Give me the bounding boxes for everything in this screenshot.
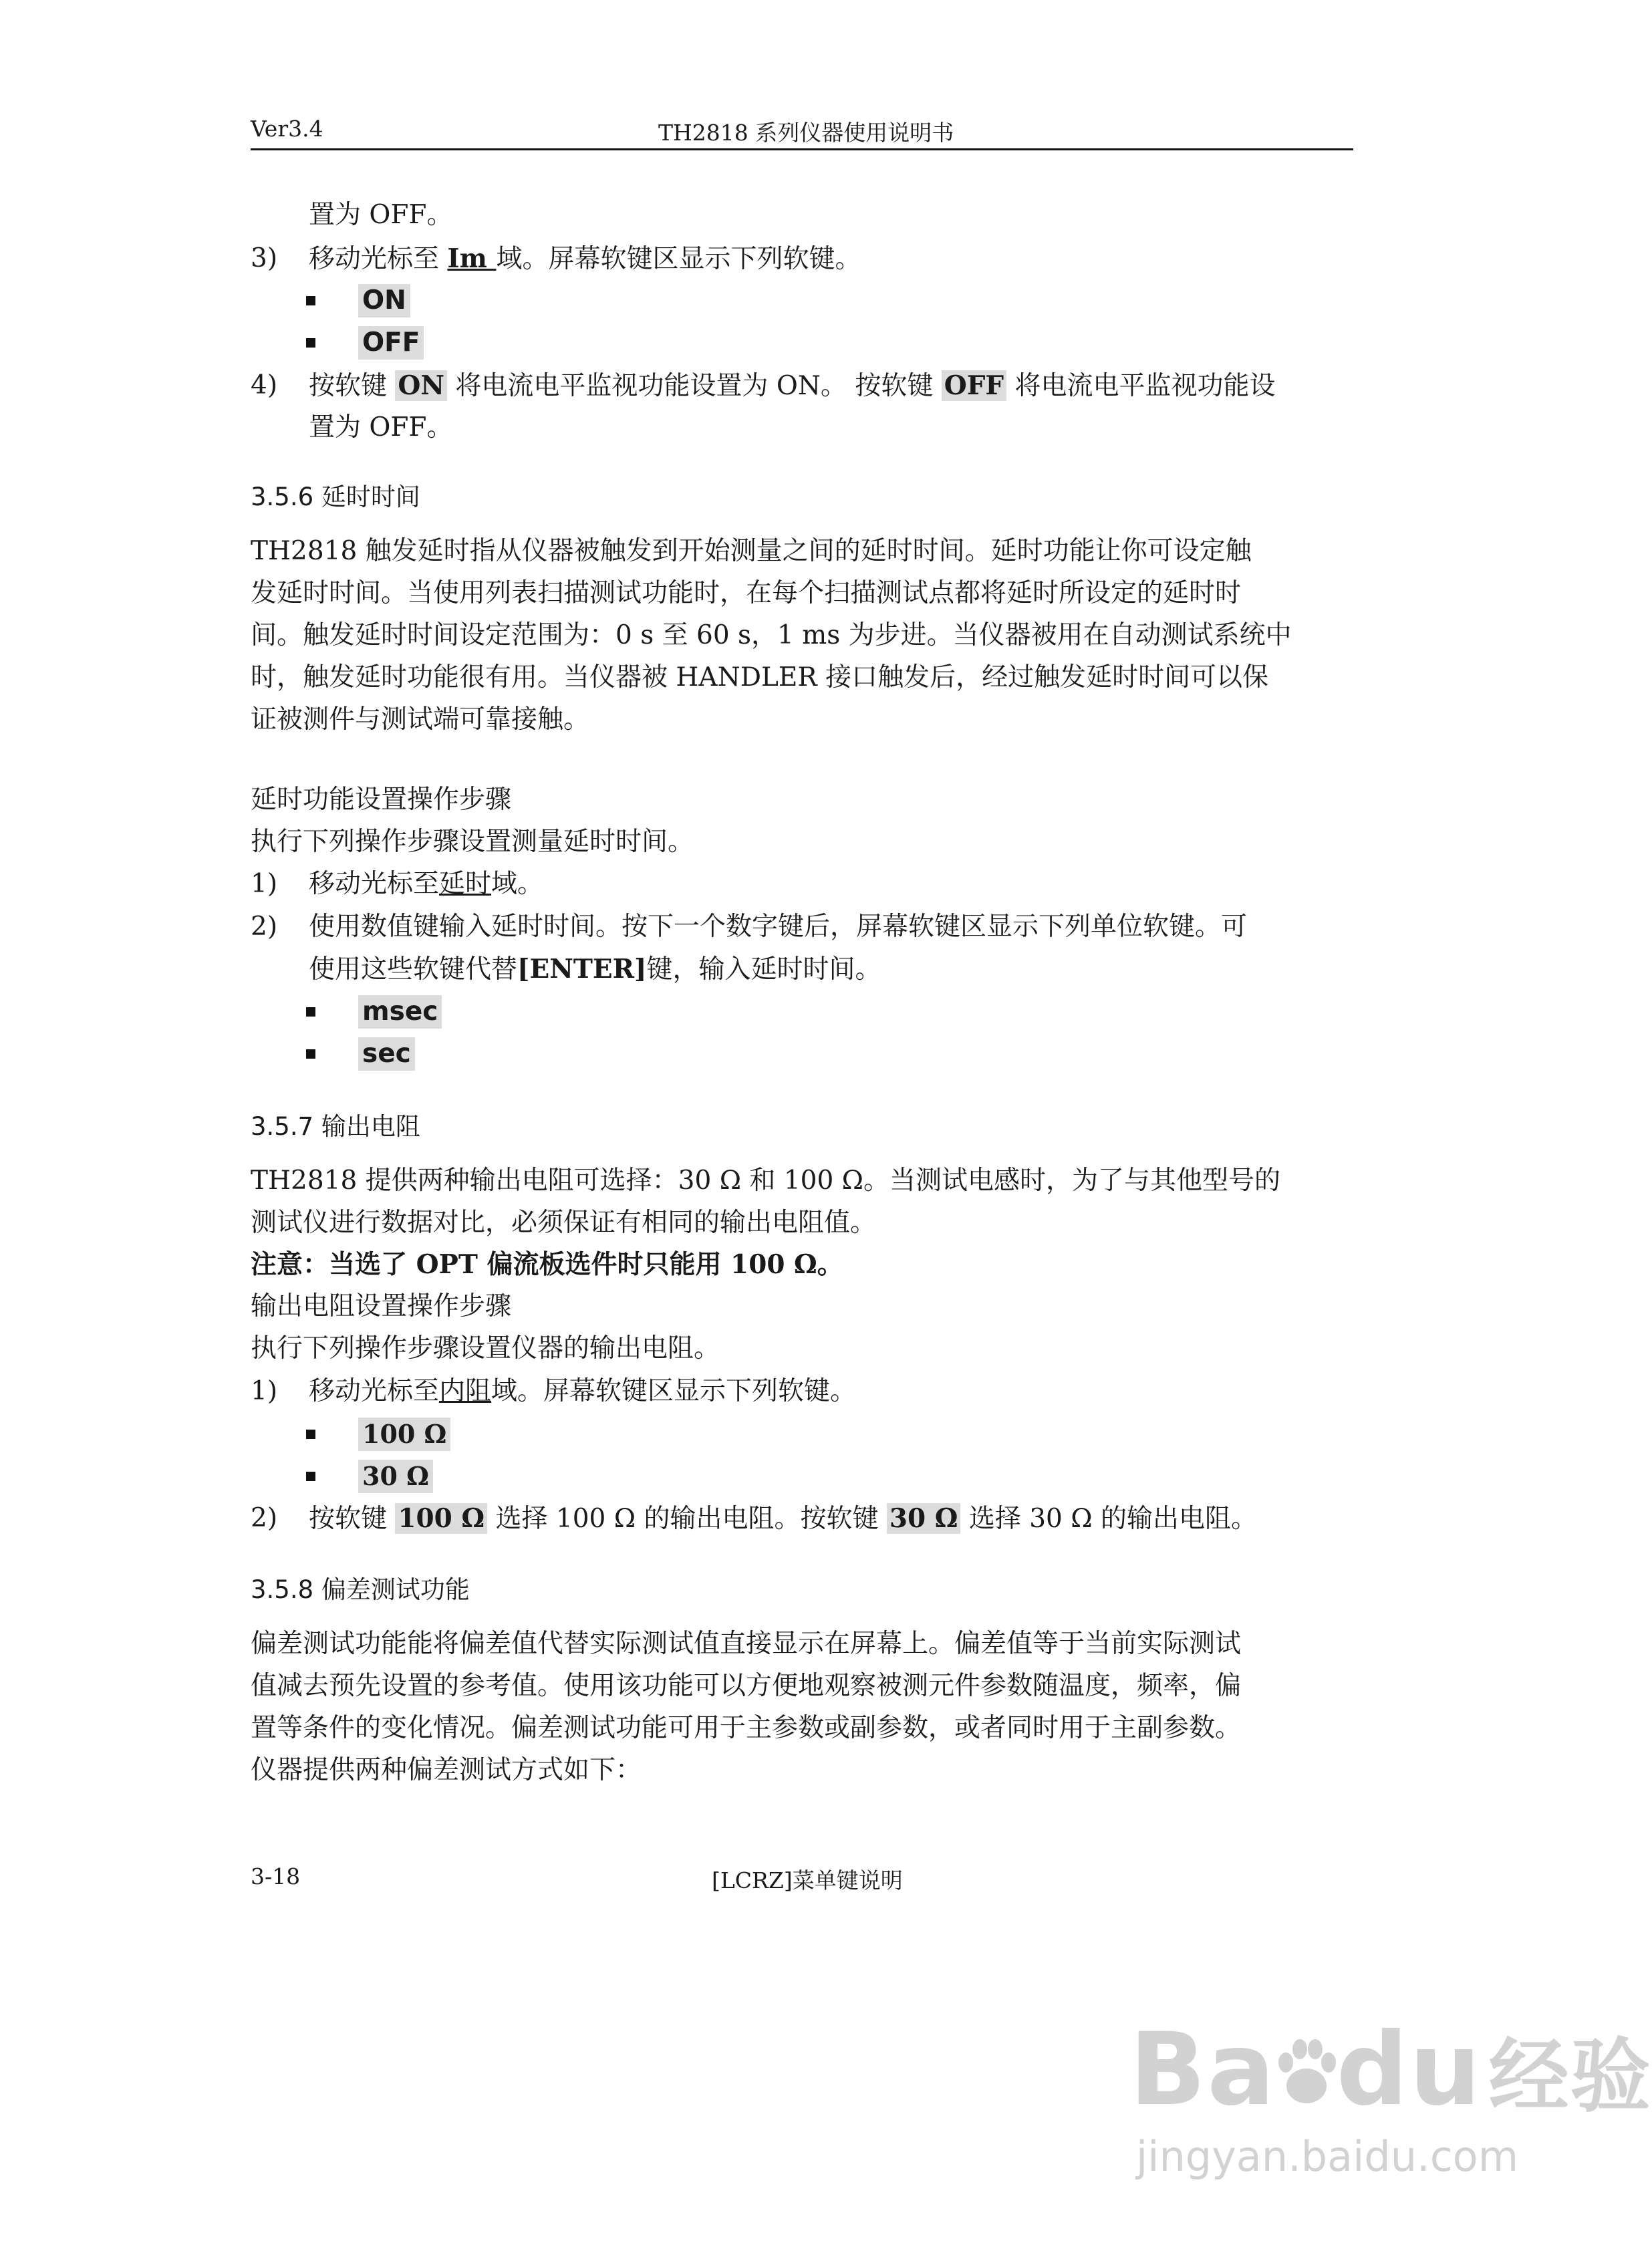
header-version: Ver3.4 xyxy=(251,116,323,142)
step-number: 3) xyxy=(251,243,278,273)
step-3: 移动光标至 Im 域。屏幕软键区显示下列软键。 xyxy=(309,243,861,274)
bullet-icon xyxy=(306,1472,315,1481)
step-4-line1: 按软键 ON 将电流电平监视功能设置为 ON。 按软键 OFF 将电流电平监视功能设 xyxy=(309,370,1276,401)
step-number: 4) xyxy=(251,370,278,400)
para-line: 发延时时间。当使用列表扫描测试功能时，在每个扫描测试点都将延时所设定的延时时 xyxy=(251,578,1242,608)
key-off: OFF xyxy=(942,370,1006,401)
im-field: Im xyxy=(447,243,497,274)
step-4-line2: 置为 OFF。 xyxy=(309,412,453,442)
key-on: ON xyxy=(395,370,447,401)
para-line: 证被测件与测试端可靠接触。 xyxy=(251,704,590,735)
bullet-icon xyxy=(306,1007,315,1017)
delay-step-2-line1: 使用数值键输入延时时间。按下一个数字键后，屏幕软键区显示下列单位软键。可 xyxy=(309,912,1248,942)
resistance-step-1: 移动光标至内阻域。屏幕软键区显示下列软键。 xyxy=(309,1376,857,1406)
delay-step-2-line2: 使用这些软键代替[ENTER]键，输入延时时间。 xyxy=(309,954,881,984)
para-line: TH2818 提供两种输出电阻可选择：30 Ω 和 100 Ω。当测试电感时，为了与其他型号的 xyxy=(251,1166,1280,1196)
page-number: 3-18 xyxy=(251,1863,301,1889)
para-line: 时，触发延时功能很有用。当仪器被 HANDLER 接口触发后，经过触发延时时间可以保 xyxy=(251,662,1269,692)
delay-field: 延时 xyxy=(439,869,492,899)
resistance-field: 内阻 xyxy=(439,1376,492,1406)
resistance-step-2: 按软键 100 Ω 选择 100 Ω 的输出电阻。按软键 30 Ω 选择 30 Ω 的输出电阻。 xyxy=(309,1503,1258,1534)
enter-key: [ENTER] xyxy=(517,954,647,984)
para-line: 测试仪进行数据对比，必须保证有相同的输出电阻值。 xyxy=(251,1208,877,1238)
section-heading-356: 3.5.6 延时时间 xyxy=(251,483,420,511)
note: 注意：当选了 OPT 偏流板选件时只能用 100 Ω。 xyxy=(251,1249,843,1280)
header-title: TH2818 系列仪器使用说明书 xyxy=(658,120,954,146)
softkey-sec: sec xyxy=(358,1037,415,1071)
header-rule xyxy=(251,148,1353,150)
step-number: 1) xyxy=(251,869,278,899)
bullet-icon xyxy=(306,1049,315,1059)
softkey-30-ohm: 30 Ω xyxy=(358,1460,433,1493)
para-line: 偏差测试功能能将偏差值代替实际测试值直接显示在屏幕上。偏差值等于当前实际测试 xyxy=(251,1629,1242,1659)
para-line: 值减去预先设置的参考值。使用该功能可以方便地观察被测元件参数随温度，频率，偏 xyxy=(251,1671,1242,1701)
softkey-100-ohm: 100 Ω xyxy=(358,1418,450,1451)
bullet-icon xyxy=(306,296,315,305)
softkey-msec: msec xyxy=(358,995,442,1029)
delay-subheading: 延时功能设置操作步骤 xyxy=(251,785,512,815)
softkey-off: OFF xyxy=(358,326,424,360)
key-30-ohm: 30 Ω xyxy=(887,1503,961,1534)
para-line: 间。触发延时时间设定范围为：0 s 至 60 s，1 ms 为步进。当仪器被用在自动测试系统中 xyxy=(251,620,1292,650)
step-number: 1) xyxy=(251,1376,278,1406)
para-line: 置等条件的变化情况。偏差测试功能可用于主参数或副参数，或者同时用于主副参数。 xyxy=(251,1713,1242,1743)
delay-intro: 执行下列操作步骤设置测量延时时间。 xyxy=(251,827,694,857)
resistance-intro: 执行下列操作步骤设置仪器的输出电阻。 xyxy=(251,1333,720,1363)
baidu-logo-watermark: Ba du经验 xyxy=(1129,2012,1652,2128)
paw-icon xyxy=(1276,2017,1337,2091)
resistance-subheading: 输出电阻设置操作步骤 xyxy=(251,1291,512,1321)
step-number: 2) xyxy=(251,1503,278,1533)
section-heading-357: 3.5.7 输出电阻 xyxy=(251,1112,420,1141)
softkey-on: ON xyxy=(358,284,410,317)
footer-title: [LCRZ]菜单键说明 xyxy=(712,1867,903,1893)
key-100-ohm: 100 Ω xyxy=(395,1503,487,1534)
continuation-text: 置为 OFF。 xyxy=(309,200,453,230)
bullet-icon xyxy=(306,1430,315,1439)
para-line: 仪器提供两种偏差测试方式如下： xyxy=(251,1755,642,1785)
bullet-icon xyxy=(306,338,315,348)
section-heading-358: 3.5.8 偏差测试功能 xyxy=(251,1575,470,1604)
para-line: TH2818 触发延时指从仪器被触发到开始测量之间的延时时间。延时功能让你可设定触 xyxy=(251,536,1252,566)
baidu-url-watermark: jingyan.baidu.com xyxy=(1136,2132,1519,2181)
step-number: 2) xyxy=(251,912,278,942)
delay-step-1: 移动光标至延时域。 xyxy=(309,869,544,899)
